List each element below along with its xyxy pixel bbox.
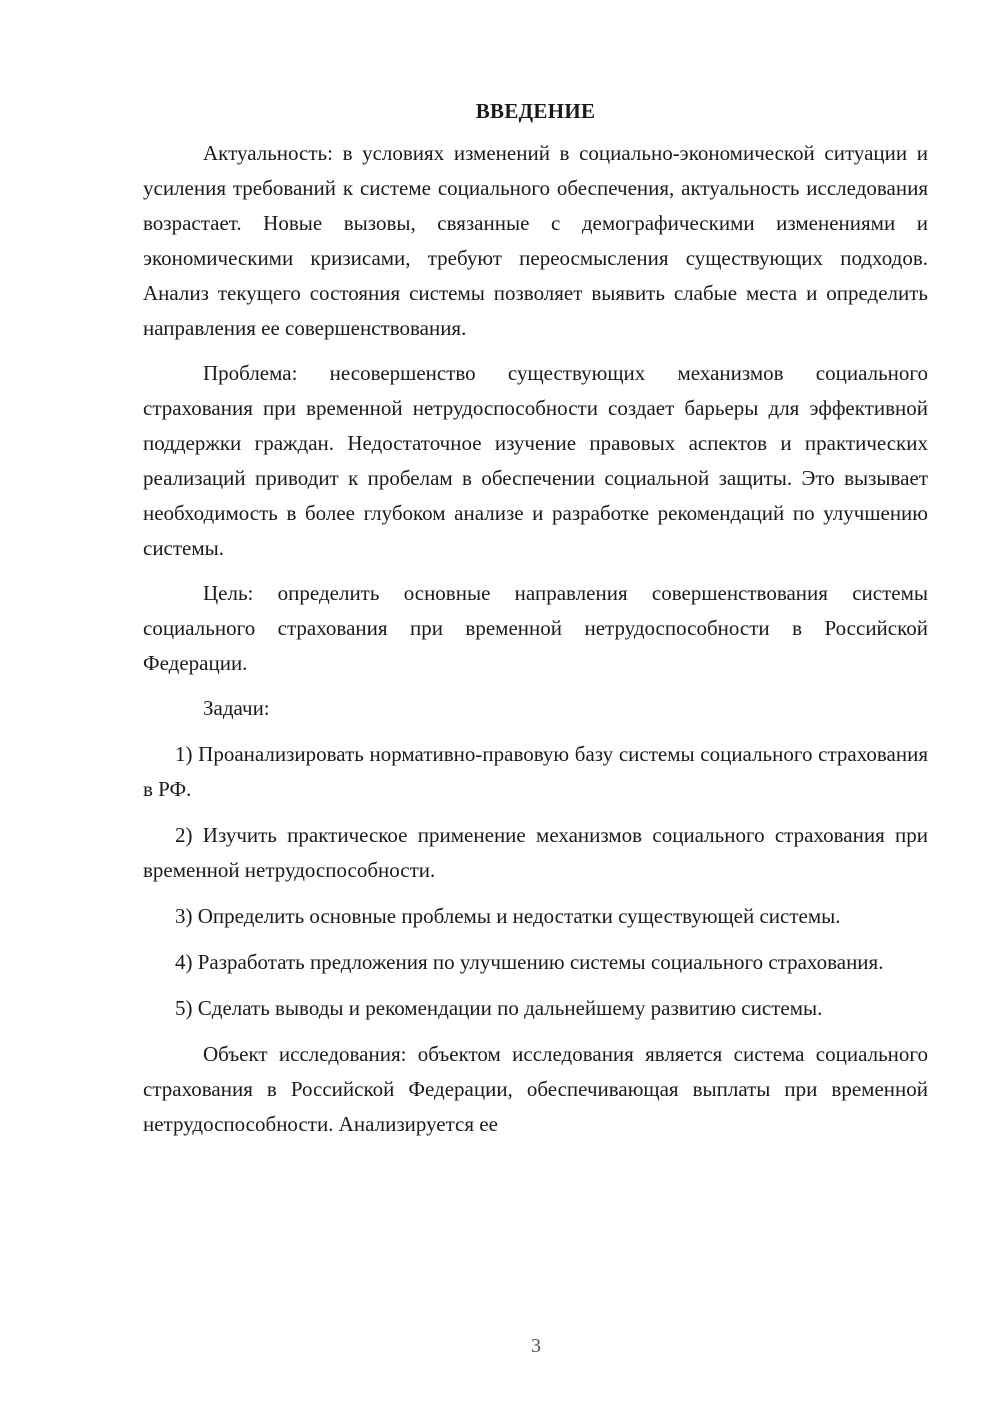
- task-number: 2): [175, 823, 193, 847]
- section-title: ВВЕДЕНИЕ: [475, 99, 596, 123]
- task-item-3: [143, 899, 928, 934]
- task-item-5: [143, 991, 928, 1026]
- task-text: Определить основные проблемы и недостатки существующей системы.: [197, 904, 841, 928]
- paragraph-object: Объект исследования: объектом исследования является система социального страхования в Российской Федерации, обеспечивающая выплаты при временной нетрудоспособности. Анализируется ее: [143, 1042, 928, 1136]
- task-item-4: [143, 945, 928, 980]
- paragraph-problem: Проблема: несовершенство существующих механизмов социального страхования при временной нетрудоспособности создает барьеры для эффективной поддержки граждан. Недостаточное изучение правовых аспектов и практических реализаций приводит к пробелам в обеспечении социальной защиты. Это вызывает необходимость в более глубоком анализе и разработке рекомендаций по улучшению системы.: [143, 361, 928, 560]
- paragraph-goal: Цель: определить основные направления совершенствования системы социального страхования при временной нетрудоспособности в Российской Федерации.: [143, 581, 928, 675]
- task-text: Разработать предложения по улучшению системы социального страхования.: [197, 950, 884, 974]
- page-content: [143, 94, 928, 1152]
- paragraph-relevance: Актуальность: в условиях изменений в социально-экономической ситуации и усиления требований к системе социального обеспечения, актуальность исследования возрастает. Новые вызовы, связанные с демографическими изменениями и экономическими кризисами, требуют переосмысления существующих подходов. Анализ текущего состояния системы позволяет выявить слабые места и определить направления ее совершенствования.: [143, 141, 928, 340]
- task-text: Изучить практическое применение механизмов социального страхования при временной нетрудоспособности.: [143, 823, 928, 882]
- task-number: 5): [175, 996, 193, 1020]
- tasks-heading: Задачи:: [203, 696, 270, 720]
- task-text: Сделать выводы и рекомендации по дальнейшему развитию системы.: [197, 996, 823, 1020]
- task-item-2: [143, 818, 928, 888]
- page-number: 3: [531, 1335, 541, 1357]
- task-number: 1): [175, 742, 193, 766]
- task-number: 4): [175, 950, 193, 974]
- task-item-1: [143, 737, 928, 807]
- task-text: Проанализировать нормативно-правовую базу системы социального страхования в РФ.: [143, 742, 928, 801]
- task-number: 3): [175, 904, 193, 928]
